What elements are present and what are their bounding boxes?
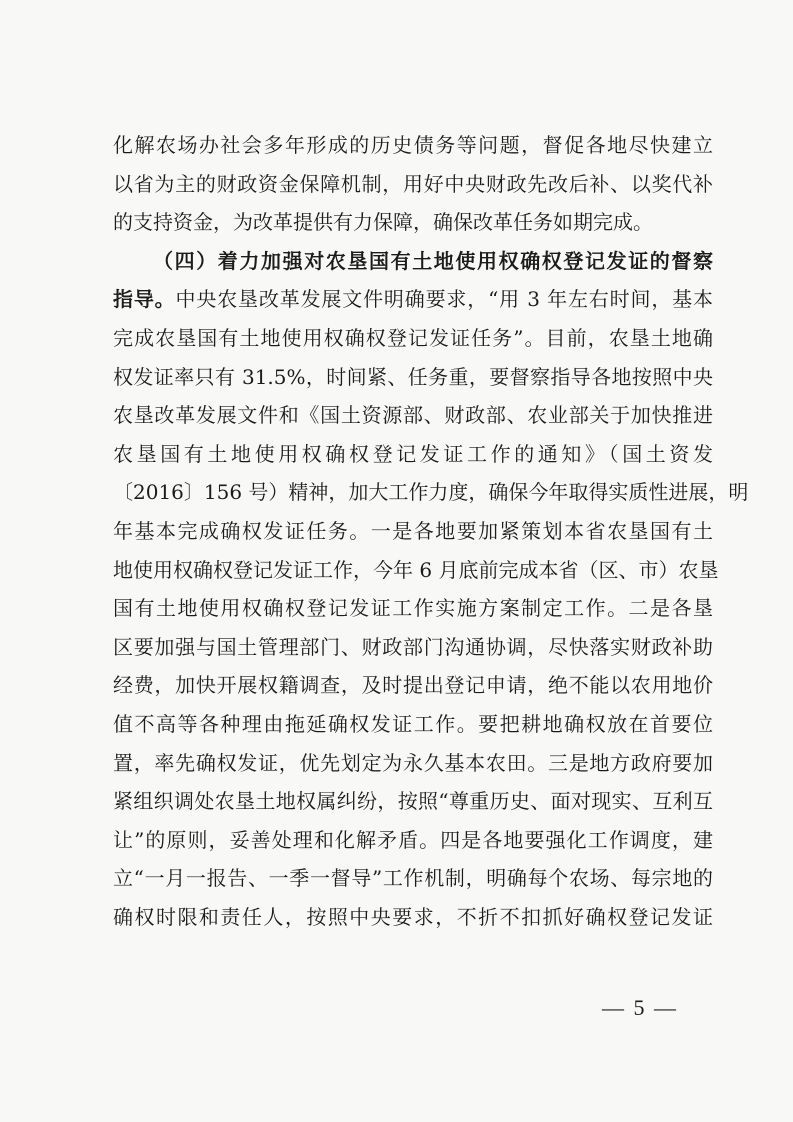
text-line: 完成农垦国有土地使用权确权登记发证任务”。目前，农垦土地确 [113,325,713,350]
section-heading-line-2: 指导。 [113,287,176,312]
text-line: 年基本完成确权发证任务。一是各地要加紧策划本省农垦国有土 [113,518,713,543]
text-line: 立“一月一报告、一季一督导”工作机制，明确每个农场、每宗地的 [113,866,713,891]
text-line: 紧组织调处农垦土地权属纠纷，按照“尊重历史、面对现实、互利互 [113,789,713,814]
text-line: 置，率先确权发证，优先划定为永久基本农田。三是地方政府要加 [113,750,713,775]
text-line: 区要加强与国土管理部门、财政部门沟通协调，尽快落实财政补助 [113,634,713,659]
text-line: 农垦改革发展文件和《国土资源部、财政部、农业部关于加快推进 [113,403,713,428]
body-text [113,126,749,936]
page-number: — 5 — [602,995,678,1020]
text-line: 以省为主的财政资金保障机制，用好中央财政先改后补、以奖代补 [113,171,713,196]
text-line: 农垦国有土地使用权确权登记发证工作的通知》（国土资发 [113,441,713,466]
text-line: 经费，加快开展权籍调查，及时提出登记申请，绝不能以农用地价 [113,673,713,698]
section-heading-line-1: （四）着力加强对农垦国有土地使用权确权登记发证的督察 [153,248,713,273]
text-line: 的支持资金，为改革提供有力保障，确保改革任务如期完成。 [113,210,653,235]
text-line: 国有土地使用权确权登记发证工作实施方案制定工作。二是各垦 [113,596,713,621]
text-line: 让”的原则，妥善处理和化解矛盾。四是各地要强化工作调度，建 [113,827,713,852]
text-line: 权发证率只有 31.5%，时间紧、任务重，要督察指导各地按照中央 [113,364,713,389]
text-line: 化解农场办社会多年形成的历史债务等问题，督促各地尽快建立 [113,133,713,157]
text-line: 值不高等各种理由拖延确权发证工作。要把耕地确权放在首要位 [113,711,713,736]
text-line [113,280,713,319]
text-segment: 中央农垦改革发展文件明确要求，“用 3 年左右时间，基本 [175,287,714,312]
text-line: 地使用权确权登记发证工作，今年 6 月底前完成本省（区、市）农垦 [113,557,719,582]
text-line: 〔2016〕156 号）精神，加大工作力度，确保今年取得实质性进展，明 [113,480,749,505]
text-line: 确权时限和责任人，按照中央要求，不折不扣抓好确权登记发证 [113,904,713,929]
